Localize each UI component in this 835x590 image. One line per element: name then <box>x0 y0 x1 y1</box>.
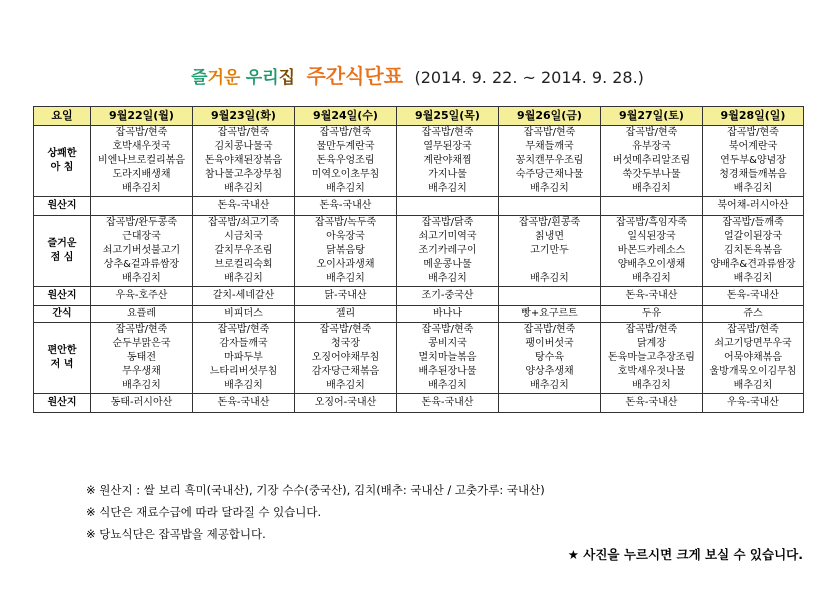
menu-item: 잡곡밥/흑임자죽 <box>616 217 687 228</box>
menu-item: 시금치국 <box>224 231 263 242</box>
breakfast-label <box>34 126 91 197</box>
menu-item: 잡곡밥/현죽 <box>625 324 678 335</box>
dinner-label <box>34 323 91 394</box>
menu-item: 고기만두 <box>530 245 569 256</box>
menu-item: 청경채들깨볶음 <box>719 169 787 180</box>
origin-cell: 조기-중국산 <box>397 287 499 306</box>
menu-item: 잡곡밥/녹두죽 <box>314 217 377 228</box>
origin-cell: 닭-국내산 <box>295 287 397 306</box>
menu-item: 무우생채 <box>122 366 161 377</box>
menu-item: 동태전 <box>127 352 156 363</box>
dinner-row <box>34 323 804 394</box>
menu-cell <box>703 126 804 197</box>
label-line: 아 침 <box>50 162 74 173</box>
title-main: 주간식단표 <box>306 64 404 88</box>
menu-item: 잡곡밥/현죽 <box>421 127 474 138</box>
menu-cell <box>295 126 397 197</box>
origin-cell: 돈육-국내산 <box>601 287 703 306</box>
menu-item: 미역오이초무침 <box>311 169 380 180</box>
menu-item: 배추김치 <box>428 380 467 391</box>
menu-item: 김치돈육볶음 <box>724 245 782 256</box>
title-word-4: 집 <box>278 68 296 88</box>
menu-item: 잡곡밥/완두콩죽 <box>106 217 177 228</box>
menu-item: 배추김치 <box>224 183 263 194</box>
menu-item: 돈육마늘고추장조림 <box>608 352 695 363</box>
menu-item: 양배추오이생채 <box>617 259 686 270</box>
menu-item: 잡곡밥/쇠고기죽 <box>208 217 279 228</box>
menu-cell <box>499 216 601 287</box>
menu-item: 계란야채찜 <box>423 155 472 166</box>
menu-item: 상추&겉과류쌈장 <box>103 259 180 270</box>
page-title <box>0 60 835 89</box>
menu-item: 배추김치 <box>326 380 365 391</box>
menu-item: 꽁치캔무우조림 <box>515 155 584 166</box>
menu-item: 콩비지국 <box>428 338 467 349</box>
menu-item: 잡곡밥/현죽 <box>217 127 270 138</box>
menu-cell <box>397 216 499 287</box>
menu-item: 배추김치 <box>632 183 671 194</box>
notes <box>86 479 545 545</box>
menu-item: 유부장국 <box>632 141 671 152</box>
origin-label: 원산지 <box>34 287 91 306</box>
label-line: 상쾌한 <box>47 148 77 159</box>
origin-cell: 북어채-러시아산 <box>703 197 804 216</box>
menu-cell <box>193 126 295 197</box>
menu-cell <box>397 323 499 394</box>
origin-label: 원산지 <box>34 197 91 216</box>
origin-cell: 동태-러시아산 <box>91 394 193 413</box>
header-label: 요일 <box>34 107 91 126</box>
menu-item: 열무된장국 <box>423 141 472 152</box>
menu-item: 호박새우젓국 <box>112 141 171 152</box>
label-line: 편안한 <box>47 345 77 356</box>
title-date-range: (2014. 9. 22. ~ 2014. 9. 28.) <box>414 68 644 87</box>
menu-cell <box>91 216 193 287</box>
origin-label: 원산지 <box>34 394 91 413</box>
menu-item: 물만두계란국 <box>316 141 375 152</box>
menu-item: 잡곡밥/현죽 <box>319 127 372 138</box>
menu-item: 잡곡밥/들깨죽 <box>722 217 784 228</box>
menu-cell <box>601 216 703 287</box>
day-header: 9월24일(수) <box>295 107 397 126</box>
label-line: 점 심 <box>50 252 74 263</box>
menu-item: 배추김치 <box>733 273 773 284</box>
origin-cell <box>91 197 193 216</box>
menu-item: 오징어야채무침 <box>311 352 380 363</box>
menu-cell <box>601 323 703 394</box>
dinner-origin-row <box>34 394 804 413</box>
menu-cell <box>91 126 193 197</box>
menu-item: 얼갈이된장국 <box>724 231 782 242</box>
menu-item: 어묵야채볶음 <box>724 352 782 363</box>
label-line: 저 녁 <box>50 359 74 370</box>
snack-cell: 바나나 <box>397 306 499 323</box>
menu-item: 마파두부 <box>224 352 263 363</box>
origin-cell <box>499 197 601 216</box>
menu-item: 잡곡밥/현죽 <box>523 127 576 138</box>
snack-row <box>34 306 804 323</box>
menu-item: 배추김치 <box>632 380 671 391</box>
lunch-origin-row <box>34 287 804 306</box>
snack-cell: 비피더스 <box>193 306 295 323</box>
menu-cell <box>193 216 295 287</box>
menu-cell <box>193 323 295 394</box>
menu-item: 감자들깨국 <box>219 338 268 349</box>
menu-item: 갈치무우조림 <box>214 245 273 256</box>
title-word-1: 즐 <box>191 68 208 88</box>
menu-item: 양배추&견과류쌈장 <box>710 259 796 270</box>
menu-item: 가지나물 <box>428 169 467 180</box>
menu-item: 근대장국 <box>122 231 161 242</box>
menu-item: 느타리버섯무침 <box>209 366 278 377</box>
day-header: 9월23일(화) <box>193 107 295 126</box>
menu-cell <box>295 323 397 394</box>
menu-item: 호박새우젓나물 <box>617 366 686 377</box>
menu-item: 메운콩나물 <box>423 259 472 270</box>
menu-item <box>499 258 600 272</box>
menu-cell <box>703 216 804 287</box>
origin-cell: 돈육-국내산 <box>397 394 499 413</box>
menu-cell <box>397 126 499 197</box>
menu-item: 배추김치 <box>733 380 773 391</box>
menu-item: 잡곡밥/현죽 <box>727 127 779 138</box>
lunch-label <box>34 216 91 287</box>
menu-item: 배추김치 <box>428 183 467 194</box>
menu-item: 팽이버섯국 <box>525 338 574 349</box>
snack-cell: 젤리 <box>295 306 397 323</box>
menu-item: 쑥갓두부나물 <box>622 169 681 180</box>
snack-cell: 쥬스 <box>703 306 804 323</box>
menu-item: 버섯메추리알조림 <box>612 155 691 166</box>
menu-item: 북어계란국 <box>728 141 778 152</box>
day-header: 9월28일(일) <box>703 107 804 126</box>
menu-item: 도라지배생채 <box>112 169 171 180</box>
title-word-3: 우리 <box>245 68 279 88</box>
origin-cell <box>601 197 703 216</box>
menu-item: 바몬드카레소스 <box>617 245 686 256</box>
origin-cell: 돈육-국내산 <box>193 197 295 216</box>
origin-cell: 돈육-국내산 <box>295 197 397 216</box>
menu-item: 배추김치 <box>122 183 161 194</box>
menu-item: 쇠고기미역국 <box>418 231 477 242</box>
menu-item: 조기카레구이 <box>418 245 477 256</box>
menu-item: 참나물고추장무침 <box>204 169 283 180</box>
menu-item: 닭계장 <box>637 338 666 349</box>
origin-cell: 오징어-국내산 <box>295 394 397 413</box>
menu-item: 잡곡밥/현죽 <box>625 127 678 138</box>
snack-cell: 빵+요구르트 <box>499 306 601 323</box>
menu-item: 아욱장국 <box>326 231 365 242</box>
menu-item: 배추김치 <box>122 273 161 284</box>
menu-item: 잡곡밥/현죽 <box>319 324 372 335</box>
menu-item: 닭볶음탕 <box>326 245 365 256</box>
snack-label: 간식 <box>34 306 91 323</box>
note-line: ※ 원산지 : 쌀 보리 흑미(국내산), 기장 수수(중국산), 김치(배추: 국내산 / 고춧가루: 국내산) <box>86 483 545 497</box>
menu-item: 잡곡밥/현죽 <box>727 324 779 335</box>
menu-item: 잡곡밥/현죽 <box>115 324 168 335</box>
menu-item: 잡곡밥/흰콩죽 <box>518 217 581 228</box>
menu-cell <box>499 323 601 394</box>
menu-item: 무채들깨국 <box>525 141 574 152</box>
menu-item: 숙주당근채나물 <box>515 169 584 180</box>
menu-item: 순두부맑은국 <box>112 338 171 349</box>
menu-item: 쇠고기버섯불고기 <box>102 245 181 256</box>
menu-cell <box>703 323 804 394</box>
menu-item: 연두부&양념장 <box>720 155 786 166</box>
menu-item: 멸치마늘볶음 <box>418 352 477 363</box>
menu-item: 오이사과생채 <box>316 259 375 270</box>
menu-item: 배추김치 <box>428 273 467 284</box>
menu-item: 배추김치 <box>530 380 569 391</box>
menu-item: 잡곡밥/현죽 <box>421 324 474 335</box>
menu-item: 김치콩나물국 <box>214 141 273 152</box>
menu-cell <box>601 126 703 197</box>
menu-item: 일식된장국 <box>627 231 676 242</box>
menu-item: 잡곡밥/현죽 <box>217 324 270 335</box>
menu-item: 감자당근채볶음 <box>311 366 380 377</box>
menu-item: 잡곡밥/닭죽 <box>421 217 474 228</box>
menu-item: 배추된장나물 <box>418 366 477 377</box>
menu-item: 청국장 <box>331 338 360 349</box>
menu-cell <box>295 216 397 287</box>
menu-item: 배추김치 <box>326 273 365 284</box>
origin-cell: 우육-호주산 <box>91 287 193 306</box>
snack-cell: 요플레 <box>91 306 193 323</box>
menu-cell <box>499 126 601 197</box>
menu-item: 배추김치 <box>733 183 773 194</box>
menu-item: 브로컬리숙회 <box>214 259 273 270</box>
menu-cell <box>91 323 193 394</box>
menu-item: 울방개묵오이김무침 <box>709 366 797 377</box>
menu-item: 배추김치 <box>326 183 365 194</box>
menu-item: 돈육야채된장볶음 <box>204 155 283 166</box>
origin-cell: 돈육-국내산 <box>703 287 804 306</box>
day-header: 9월26일(금) <box>499 107 601 126</box>
title-word-2: 거운 <box>207 68 241 88</box>
footer-hint: ★ 사진을 누르시면 크게 보실 수 있습니다. <box>567 547 803 562</box>
note-line: ※ 당뇨식단은 잡곡밥을 제공합니다. <box>86 527 266 541</box>
menu-item: 배추김치 <box>224 380 263 391</box>
menu-table <box>33 106 804 413</box>
day-header: 9월27일(토) <box>601 107 703 126</box>
day-header: 9월25일(목) <box>397 107 499 126</box>
header-row <box>34 107 804 126</box>
origin-cell <box>397 197 499 216</box>
menu-item: 배추김치 <box>122 380 161 391</box>
menu-item: 돈육우엉조림 <box>316 155 375 166</box>
breakfast-row <box>34 126 804 197</box>
origin-cell: 갈치-세네갈산 <box>193 287 295 306</box>
label-line: 즐거운 <box>47 238 77 249</box>
menu-item: 칡냉면 <box>535 231 564 242</box>
lunch-row <box>34 216 804 287</box>
origin-cell: 돈육-국내산 <box>601 394 703 413</box>
menu-item: 배추김치 <box>530 183 569 194</box>
note-line: ※ 식단은 재료수급에 따라 달라질 수 있습니다. <box>86 505 322 519</box>
breakfast-origin-row <box>34 197 804 216</box>
day-header: 9월22일(월) <box>91 107 193 126</box>
origin-cell: 돈육-국내산 <box>193 394 295 413</box>
menu-item: 쇠고기당면무우국 <box>714 338 792 349</box>
menu-item: 양상추생채 <box>525 366 574 377</box>
menu-item: 배추김치 <box>224 273 263 284</box>
menu-item: 잡곡밥/현죽 <box>115 127 168 138</box>
origin-cell: 우육-국내산 <box>703 394 804 413</box>
menu-item: 비엔나브로컬리볶음 <box>98 155 185 166</box>
snack-cell: 두유 <box>601 306 703 323</box>
menu-item: 탕수육 <box>535 352 564 363</box>
menu-item: 잡곡밥/현죽 <box>523 324 576 335</box>
origin-cell <box>499 287 601 306</box>
menu-item: 배추김치 <box>530 273 569 284</box>
origin-cell <box>499 394 601 413</box>
menu-item: 배추김치 <box>632 273 671 284</box>
